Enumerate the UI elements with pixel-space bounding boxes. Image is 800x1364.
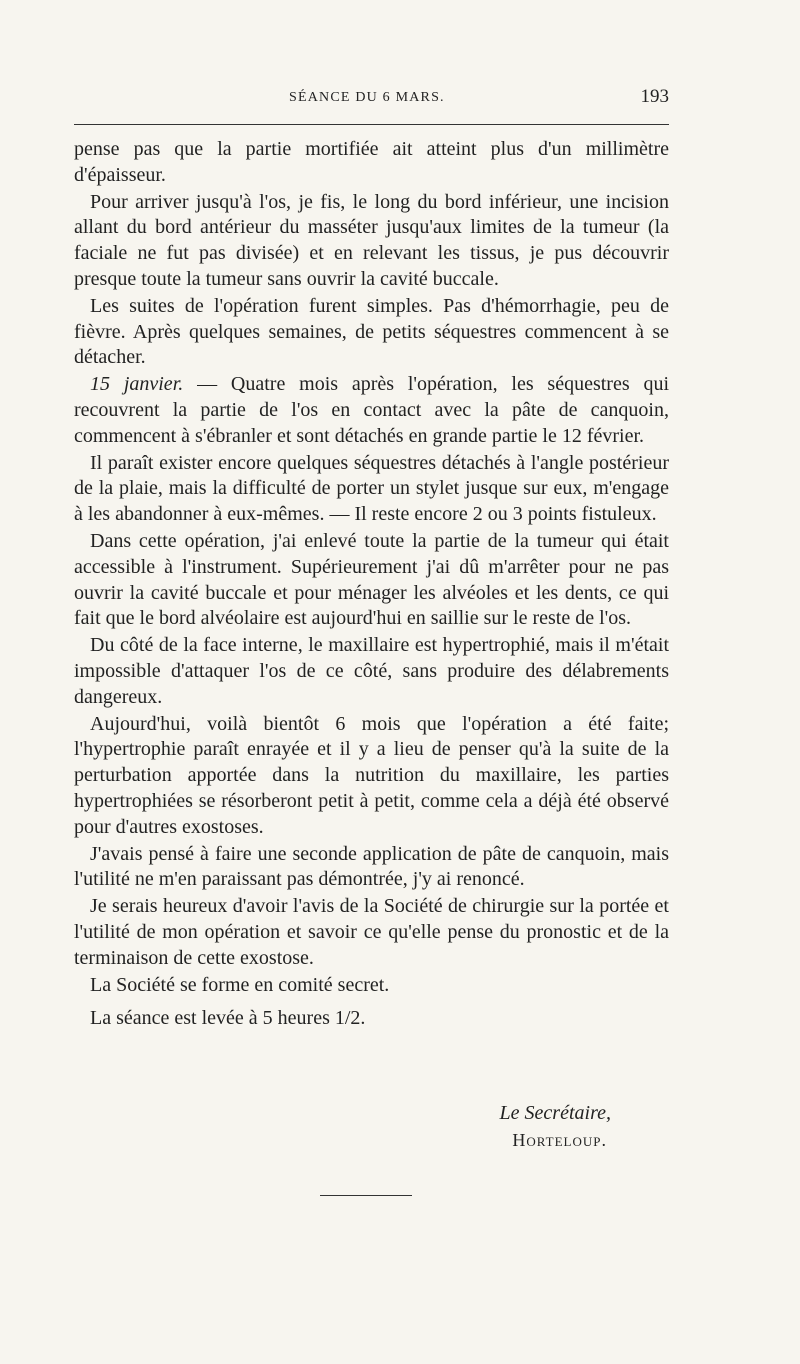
- paragraph-8: Aujourd'hui, voilà bientôt 6 mois que l'opération a été faite; l'hypertrophie paraît enrayée et il y a lieu de penser qu'à la suite de la perturbation apportée dans la nutrition du maxillaire, les parties hypertrophiées se résorberont petit à petit, comme cela a déjà été observé pour d'autres exostoses.: [74, 712, 669, 838]
- signature-title: Le Secrétaire,: [499, 1102, 611, 1124]
- paragraph-6: Dans cette opération, j'ai enlevé toute la partie de la tumeur qui était accessible à l'instrument. Supérieurement j'ai dû m'arrêter pour ne pas ouvrir la cavité buccale et pour ménager les alvéoles et les dents, ce qui fait que le bord alvéolaire est aujourd'hui en saillie sur le reste de l'os.: [74, 529, 669, 630]
- running-title: SÉANCE DU 6 MARS.: [289, 90, 445, 105]
- body-text: [74, 137, 669, 1033]
- paragraph-4: [74, 372, 669, 449]
- signature-name: Horteloup.: [512, 1130, 607, 1150]
- end-rule: [320, 1195, 412, 1196]
- page-header: [74, 86, 669, 118]
- paragraph-4-text: — Quatre mois après l'opération, les séquestres qui recouvrent la partie de l'os en contact avec la pâte de canquoin, commencent à s'ébranler et sont détachés en grande partie le 12 février.: [74, 373, 670, 447]
- paragraph-9: J'avais pensé à faire une seconde application de pâte de canquoin, mais l'utilité ne m'en paraissant pas démontrée, j'y ai renoncé.: [74, 842, 669, 891]
- paragraph-3: Les suites de l'opération furent simples. Pas d'hémorrhagie, peu de fièvre. Après quelques semaines, de petits séquestres commencent à se détacher.: [74, 294, 669, 369]
- paragraph-5: Il paraît exister encore quelques séquestres détachés à l'angle postérieur de la plaie, mais la difficulté de porter un stylet jusque sur eux, m'engage à les abandonner à eux-mêmes. — Il reste encore 2 ou 3 points fistuleux.: [74, 451, 669, 526]
- page-number: 193: [640, 86, 669, 107]
- paragraph-10: Je serais heureux d'avoir l'avis de la Société de chirurgie sur la portée et l'utilité de mon opération et savoir ce qu'elle pense du pronostic et de la terminaison de cette exostose.: [74, 895, 669, 969]
- date-label: 15 janvier.: [90, 373, 184, 396]
- paragraph-1: pense pas que la partie mortifiée ait atteint plus d'un millimètre d'épaisseur.: [74, 138, 669, 186]
- paragraph-2: Pour arriver jusqu'à l'os, je fis, le long du bord inférieur, une incision allant du bord antérieur du masséter jusqu'aux limites de la tumeur (la faciale ne fut pas divisée) et en relevant les tissus, je pus découvrir presque toute la tumeur sans ouvrir la cavité buccale.: [74, 190, 669, 290]
- header-rule: [74, 124, 669, 125]
- paragraph-11: La Société se forme en comité secret.: [90, 973, 390, 996]
- paragraph-7: Du côté de la face interne, le maxillaire est hypertrophié, mais il m'était impossible d'attaquer l'os de ce côté, sans produire des délabrements dangereux.: [74, 634, 669, 708]
- paragraph-12: La séance est levée à 5 heures 1/2.: [90, 1007, 366, 1030]
